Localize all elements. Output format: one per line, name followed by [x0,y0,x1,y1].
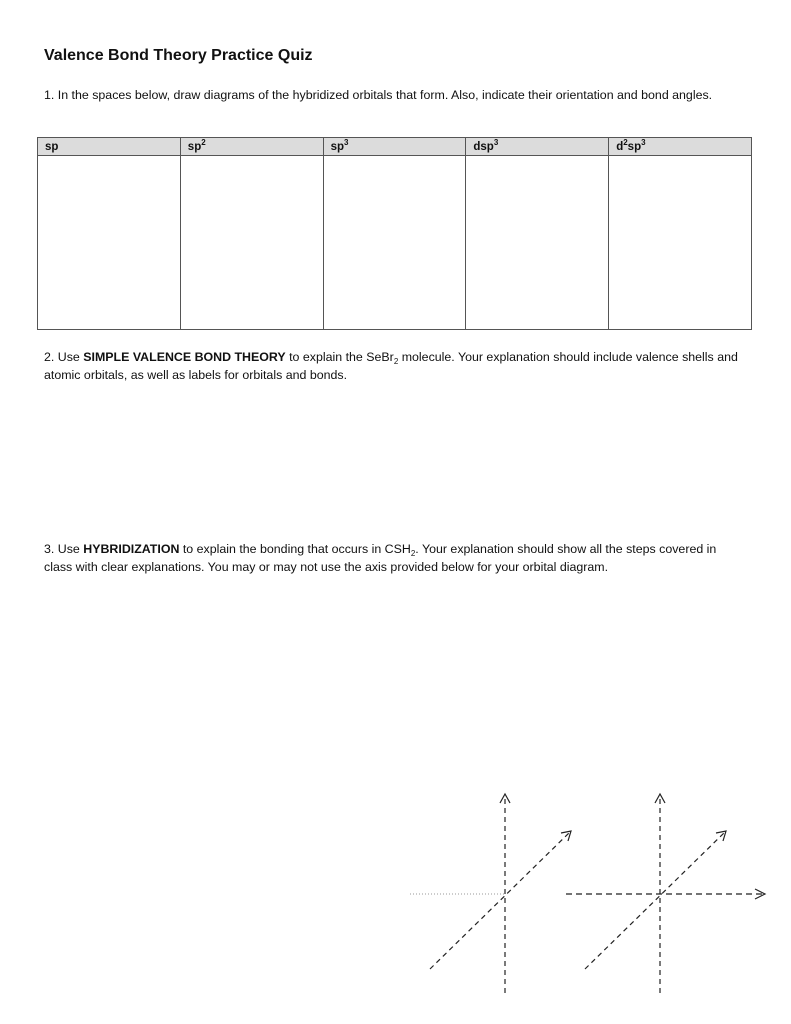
question-2: 2. Use SIMPLE VALENCE BOND THEORY to explain the SeBr$_2$ molecule. Your explanation should include valence shells and atomic orbitals, as well as labels for orbitals and bonds. [44,350,738,382]
header-dsp3: dsp$^3$ [466,138,609,156]
header-sp: sp [38,138,181,156]
header-sp2: $sp^2$ [180,138,323,156]
question-3: 3. Use HYBRIDIZATION to explain the bonding that occurs in $CSH_2$. Your explanation should show all the steps covered in class with clear explanations. You may or may not use the axis provided below for your orbital diagram. [44,542,717,574]
left-z-axis [430,832,570,969]
quiz-title: Valence Bond Theory Practice Quiz [44,47,313,64]
header-sp3: $sp^3$ [323,138,466,156]
question-1: 1. In the spaces below, draw diagrams of the hybridized orbitals that form. Also, indicate their orientation and bond angles. [44,88,713,102]
right-z-axis [585,832,725,969]
header-d2sp3: $d^2sp^3$ [609,138,752,156]
